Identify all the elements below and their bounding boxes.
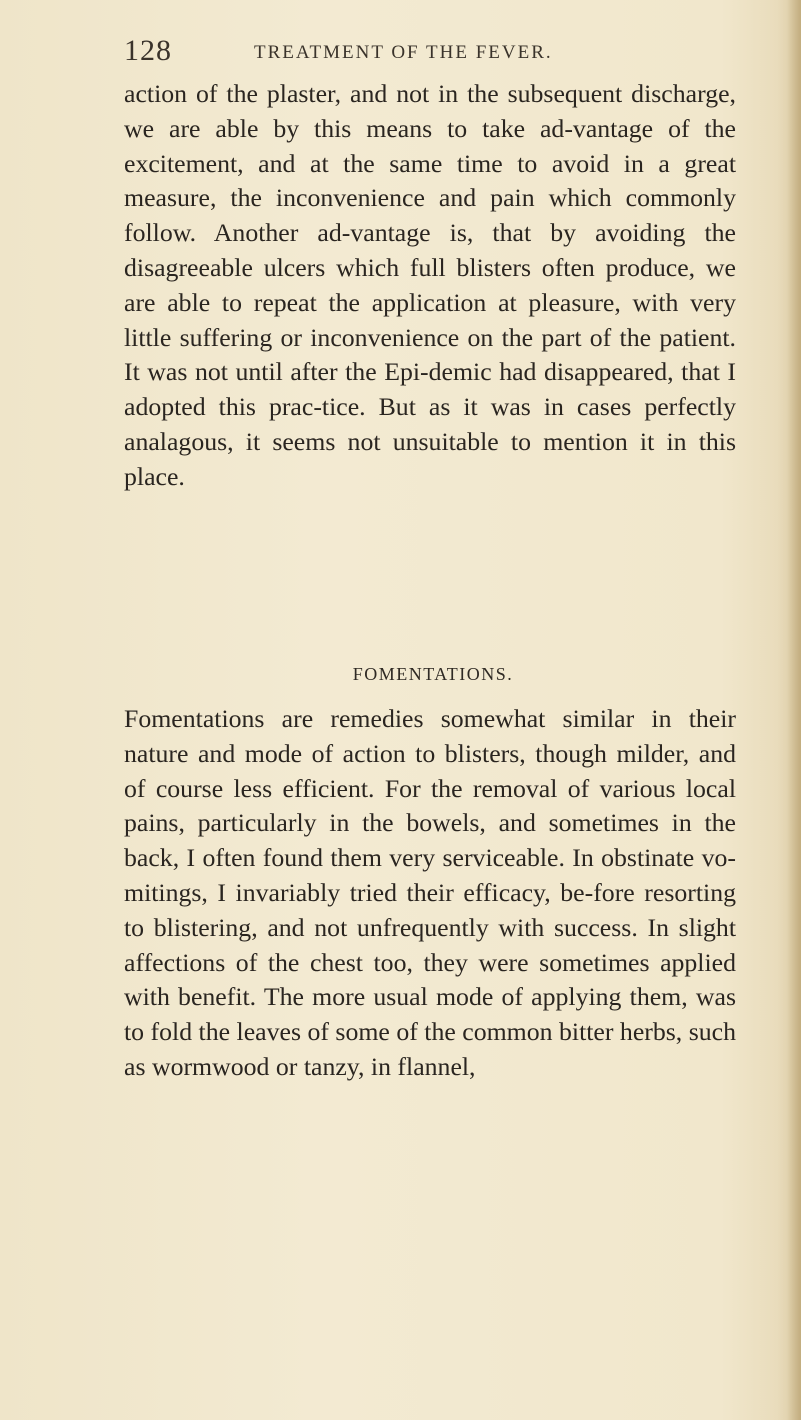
page-edge-shadow xyxy=(787,0,801,1420)
running-head-title: TREATMENT OF THE FEVER. xyxy=(254,42,553,63)
section-heading-fomentations: FOMENTATIONS. xyxy=(352,664,514,684)
page-number: 128 xyxy=(124,34,172,67)
paragraph-fomentations: Fomentations are remedies somewhat similar in their nature and mode of action to blisters, though milder, and of course less efficient. For the removal of various local pains, particularly in the bowels, and sometimes in the back, I often found them very serviceable. In obstinate vo-mitings, I invariably tried their efficacy, be-fore resorting to blistering, and not unfrequently with success. In slight affections of the chest too, they were sometimes applied with benefit. The more usual mode of applying them, was to fold the leaves of some of the common bitter herbs, such as wormwood or tanzy, in flannel, xyxy=(124,704,736,1081)
paragraph-blister-practice: action of the plaster, and not in the subsequent discharge, we are able by this means to take ad-vantage of the excitement, and at the same time to avoid in a great measure, the inconvenience and pain which commonly follow. Another ad-vantage is, that by avoiding the disagreeable ulcers which full blisters often produce, we are able to repeat the application at pleasure, with very little suffering or inconvenience on the part of the patient. It was not until after the Epi-demic had disappeared, that I adopted this prac-tice. But as it was in cases perfectly analagous, it seems not unsuitable to mention it in this place. xyxy=(124,79,736,491)
running-head xyxy=(124,34,744,74)
